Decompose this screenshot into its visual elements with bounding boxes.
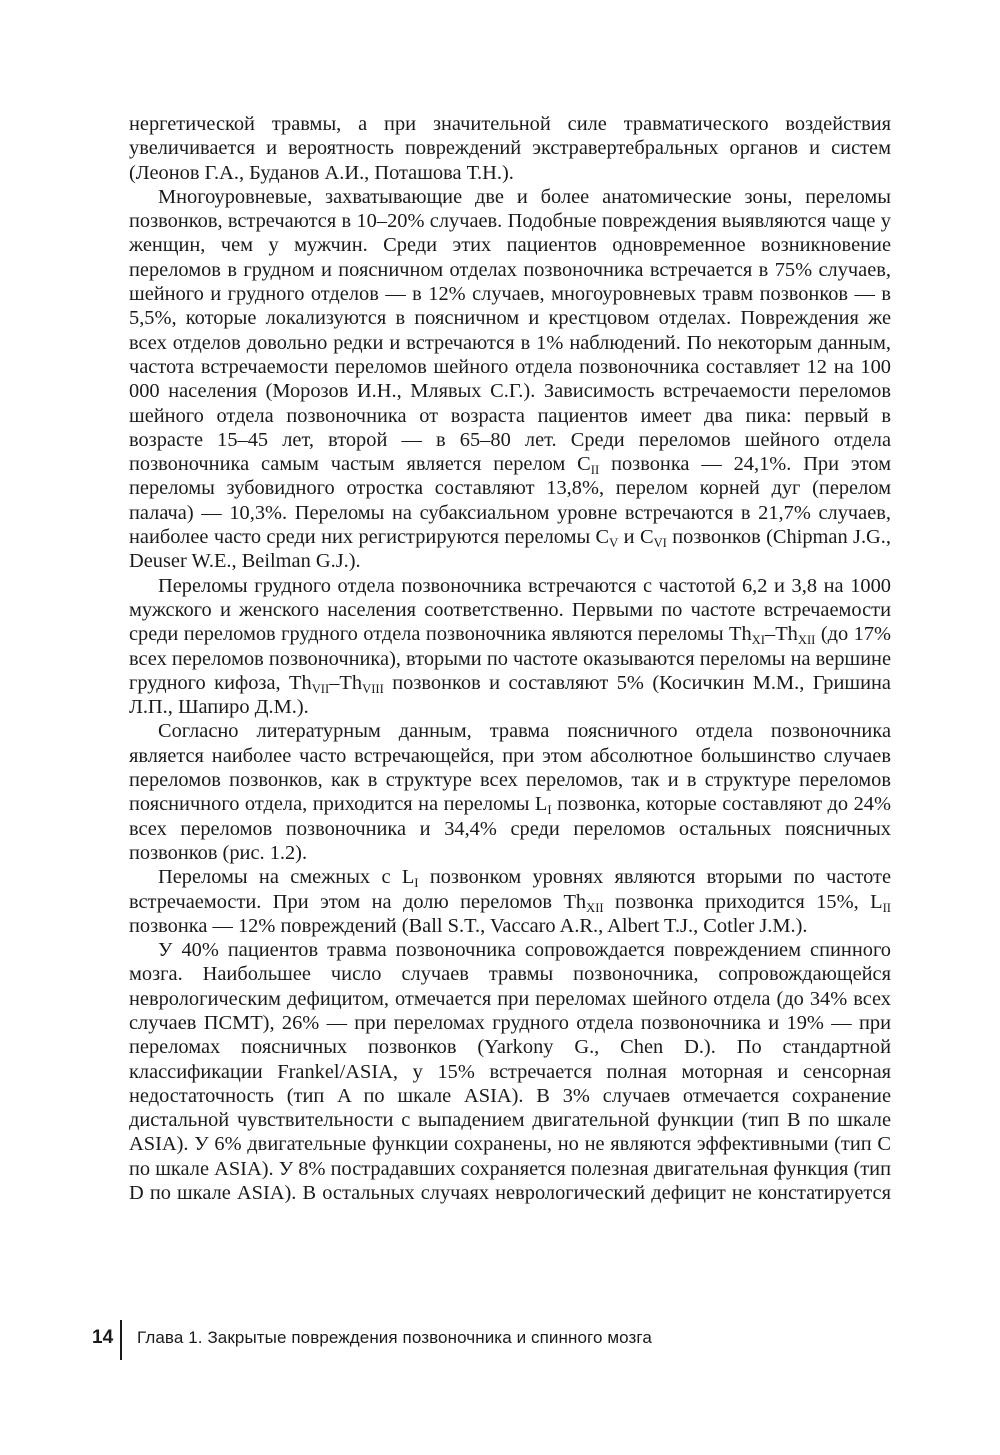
footer-divider — [120, 1320, 122, 1360]
subscript: XII — [797, 633, 816, 648]
text-run: позвонков (Chipman J.G., Deuser W.E., Beilman G.J.). — [129, 526, 891, 573]
text-run: Согласно литературным данным, травма поясничного отдела позвоночника является наиболее часто встречающейся, при этом абсолютное большинство случаев переломов позвонков, как в структуре всех переломов, так и в структуре переломов поясничного отдела, приходится на переломы L — [129, 720, 891, 816]
text-run: –Th — [765, 623, 798, 646]
subscript: II — [882, 900, 891, 915]
subscript: VII — [311, 681, 330, 696]
subscript: XII — [586, 900, 604, 915]
text-run: нергетической травмы, а при значительной силе травматического воздействия увеличивается и вероятность повреждений экстравертебральных органов и систем (Леонов Г.А., Буданов А.И., Поташова Т.Н.). — [129, 113, 891, 184]
text-run: и C — [618, 526, 654, 549]
subscript: VIII — [362, 681, 384, 696]
text-run: позвонка — 24,1%. При этом переломы зубовидного отростка составляют 13,8%, перелом корней дуг (перелом палача) — 10,3%. Переломы на субаксиальном уровне встречаются в 21,7% случаев, наиболее часто среди них регистрируются переломы C — [129, 453, 891, 549]
paragraph — [129, 185, 891, 574]
paragraph — [129, 865, 891, 938]
subscript: XI — [751, 633, 765, 648]
paragraph — [129, 719, 891, 865]
text-run: Переломы на смежных с L — [158, 866, 415, 889]
paragraph — [129, 574, 891, 720]
text-run: позвонка, которые составляют до 24% всех переломов позвоночника и 34,4% среди переломов остальных поясничных позвонков (рис. 1.2). — [129, 793, 891, 864]
text-run: Многоуровневые, захватывающие две и более анатомические зоны, переломы позвонков, встречаются в 10–20% случаев. Подобные повреждения выявляются чаще у женщин, чем у мужчин. Среди этих пациентов одновременное возникновение переломов в грудном и поясничном отделах позвоночника встречается в 75% случаев, шейного и грудного отделов — в 12% случаев, многоуровневых травм позвонков — в 5,5%, которые локализуются в поясничном и крестцовом отделах. Повреждения же всех отделов довольно редки и встречаются в 1% наблюдений. По некоторым данным, частота встречаемости переломов шейного отдела позвоночника составляет 12 на 100 000 населения (Морозов И.Н., Млявых С.Г.). Зависимость встречаемости переломов шейного отдела позвоночника от возраста пациентов имеет два пика: первый в возрасте 15–45 лет, второй — в 65–80 лет. Среди переломов шейного отдела позвоночника самым частым является перелом C — [129, 185, 891, 476]
text-run: (до 17% всех переломов позвоночника), вторыми по частоте оказываются переломы на вершине грудного кифоза, Th — [129, 623, 891, 694]
body-text — [129, 112, 891, 1205]
text-run: позвонком уровнях являются вторыми по частоте встречаемости. При этом на долю переломов Th — [129, 866, 891, 913]
text-run: Переломы грудного отдела позвоночника встречаются с частотой 6,2 и 3,8 на 1000 мужского и женского населения соответственно. Первыми по частоте встречаемости среди переломов грудного отдела позвоночника являются переломы Th — [129, 574, 891, 646]
subscript: I — [414, 875, 419, 890]
text-run: –Th — [329, 671, 363, 694]
page-number: 14 — [92, 1327, 114, 1348]
subscript: VI — [653, 535, 667, 550]
text-run: позвонка — 12% повреждений (Ball S.T., Vaccaro A.R., Albert T.J., Cotler J.M.). — [129, 914, 808, 937]
running-head: Глава 1. Закрытые повреждения позвоночника и спинного мозга — [137, 1328, 652, 1347]
text-run: позвонка приходится 15%, L — [603, 890, 883, 913]
text-run: У 40% пациентов травма позвоночника сопровождается повреждением спинного мозга. Наибольшее число случаев травмы позвоночника, сопровождающейся неврологическим дефицитом, отмечается при переломах шейного отдела (до 34% всех случаев ПСМТ), 26% — при переломах грудного отдела позвоночника и 19% — при переломах поясничных позвонков (Yarkony G., Chen D.). По стандартной классификации Frankel/ASIA, у 15% встречается полная моторная и сенсорная недостаточность (тип A по шкале ASIA). В 3% случаев отмечается сохранение дистальной чувствительности с выпадением двигательной функции (тип B по шкале ASIA). У 6% двигательные функции сохранены, но не являются эффективными (тип C по шкале ASIA). У 8% пострадавших сохраняется полезная двигательная функция (тип D по шкале ASIA). В остальных случаях неврологический дефицит не констатируется — [129, 939, 891, 1205]
page-footer — [92, 1320, 892, 1360]
subscript: V — [609, 535, 619, 550]
subscript: I — [547, 803, 552, 818]
paragraph — [129, 938, 891, 1205]
paragraph — [129, 112, 891, 185]
text-run: позвонков и составляют 5% (Косичкин М.М., Гришина Л.П., Шапиро Д.М.). — [129, 671, 891, 719]
subscript: II — [590, 462, 600, 477]
